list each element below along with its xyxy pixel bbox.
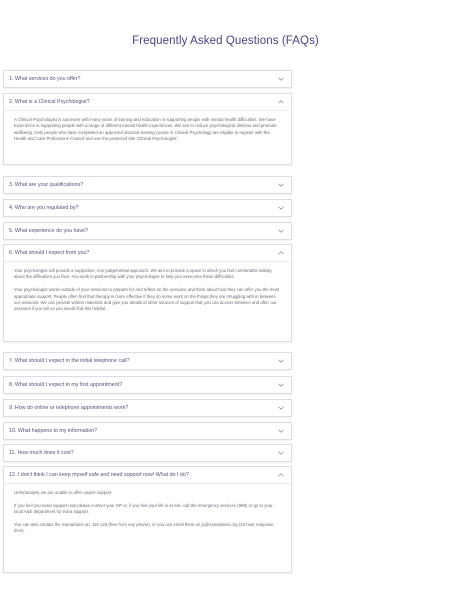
faq-question-toggle[interactable]: [4, 353, 291, 369]
faq-answer-paragraph: Unfortunately we are unable to offer urgent support.: [14, 490, 113, 495]
faq-item: [3, 376, 292, 394]
faq-question: 4. Who are you regulated by?: [9, 205, 79, 211]
faq-item: [3, 444, 292, 462]
chevron-down-icon: [277, 381, 285, 389]
faq-question-toggle[interactable]: [4, 245, 291, 261]
faq-question-toggle[interactable]: [4, 94, 291, 110]
chevron-down-icon: [277, 204, 285, 212]
faq-question: 3. What are your qualifications?: [9, 182, 84, 188]
chevron-down-icon: [277, 404, 285, 412]
chevron-down-icon: [277, 449, 285, 457]
faq-answer: [4, 261, 291, 341]
faq-answer: [4, 483, 291, 572]
chevron-up-icon: [277, 471, 285, 479]
chevron-down-icon: [277, 227, 285, 235]
faq-question: 1. What services do you offer?: [9, 76, 81, 82]
faq-item: [3, 244, 292, 342]
faq-question-toggle[interactable]: [4, 71, 291, 87]
faq-item: [3, 352, 292, 370]
faq-item: [3, 176, 292, 194]
faq-item: [3, 70, 292, 88]
faq-item: [3, 199, 292, 217]
faq-question: 9. How do online or telephone appointments work?: [9, 405, 129, 411]
chevron-down-icon: [277, 181, 285, 189]
faq-answer-paragraph: Your psychologist works outside of your sessions to prepare for and reflect on the sessions and think about how they can offer you the most appropriate support. People often find that therapy is more effective if they do some work on the things they are struggling with in between our sessions. We can provide written materials and give you details of other sources of support that you can access between and after our sessions if you tell us you would find this helpful.: [14, 287, 280, 312]
faq-question: 7. What should I expect in the initial telephone call?: [9, 358, 130, 364]
faq-answer-paragraph: Your psychologist will provide a supportive, non-judgemental approach. We aim to provide a space in which you feel comfortable talking about the difficulties you face. You work in partnership with your psychologist to help you overcome these difficulties.: [14, 268, 272, 280]
faq-item: [3, 466, 292, 573]
faq-question: 5. What experience do you have?: [9, 228, 88, 234]
faq-question-toggle[interactable]: [4, 445, 291, 461]
faq-item: [3, 93, 292, 165]
faq-item: [3, 422, 292, 440]
faq-question-toggle[interactable]: [4, 223, 291, 239]
faq-question-toggle[interactable]: [4, 377, 291, 393]
chevron-up-icon: [277, 98, 285, 106]
chevron-down-icon: [277, 357, 285, 365]
faq-answer-paragraph: You can also contact the Samaritans on: 116 123 (free from any phone), or you can email them on jo@samaritans.org (24 hour response time).: [14, 522, 274, 534]
faq-question-toggle[interactable]: [4, 467, 291, 483]
faq-item: [3, 222, 292, 240]
faq-question: 11. How much does it cost?: [9, 450, 74, 456]
faq-question: 10. What happens to my information?: [9, 428, 98, 434]
faq-answer-paragraph: If you feel you need support now please contact your GP or, if you feel your life is at risk, call the emergency services (999) or go to your local A&E department for extra support.: [14, 502, 273, 515]
chevron-up-icon: [277, 249, 285, 257]
faq-question: 6. What should I expect from you?: [9, 250, 90, 256]
faq-question: 2. What is a Clinical Psychologist?: [9, 99, 90, 105]
chevron-down-icon: [277, 75, 285, 83]
page-title: Frequently Asked Questions (FAQs): [132, 35, 319, 47]
faq-item: [3, 399, 292, 417]
faq-answer-paragraph: A Clinical Psychologist is someone with many years of training and education in supporting people with mental health difficulties. We have experience in supporting people with a range of different mental health experiences. We aim to reduce psychological distress and promote wellbeing. Only people who have completed an approved doctoral training course in Clinical Psychology are eligible to register with the Health and Care Professions Council and use the protected title 'Clinical Psychologist'.: [14, 117, 277, 142]
faq-answer: [4, 110, 291, 164]
chevron-down-icon: [277, 427, 285, 435]
faq-question-toggle[interactable]: [4, 177, 291, 193]
faq-question-toggle[interactable]: [4, 200, 291, 216]
faq-question-toggle[interactable]: [4, 400, 291, 416]
faq-question-toggle[interactable]: [4, 423, 291, 439]
faq-question: 8. What should I expect in my first appointment?: [9, 382, 123, 388]
faq-question: 12. I don't think I can keep myself safe and need support now! What do I do?: [9, 472, 189, 478]
